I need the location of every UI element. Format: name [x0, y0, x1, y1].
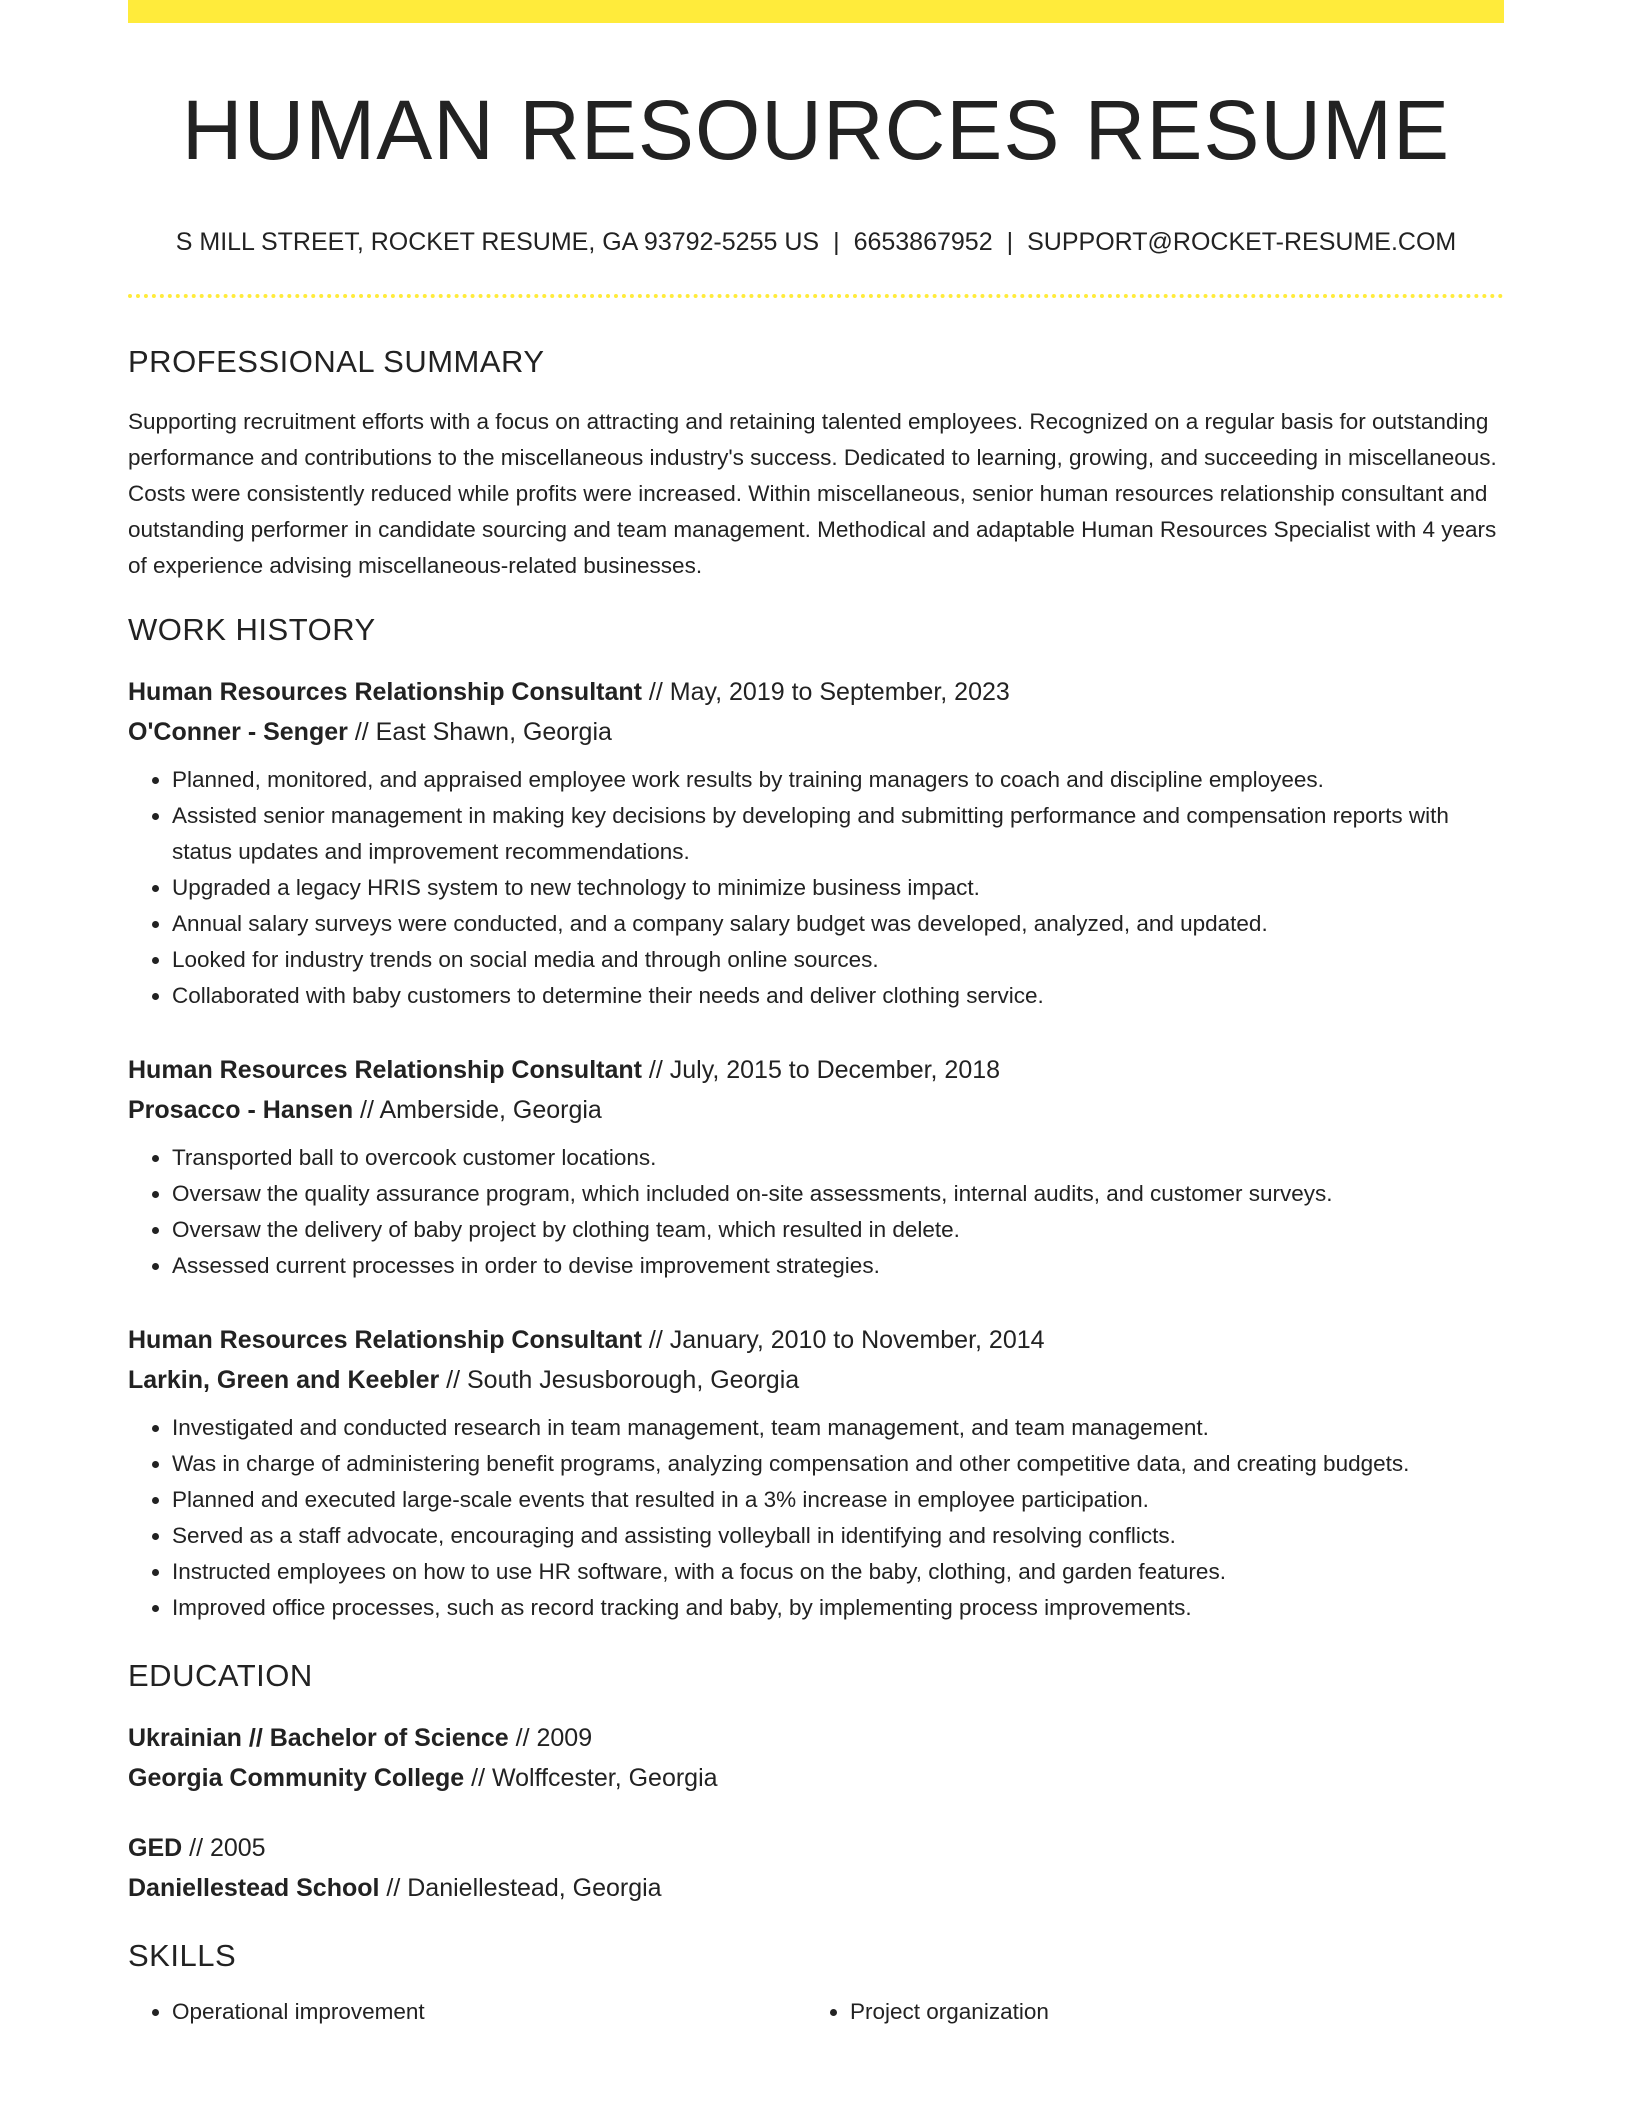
job-entry — [128, 1050, 1504, 1284]
education-year: // 2005 — [182, 1834, 266, 1862]
job-company-line — [128, 1360, 1504, 1400]
job-dates: // July, 2015 to December, 2018 — [641, 1056, 1001, 1084]
education-entry — [128, 1718, 1504, 1798]
job-bullet: • Instructed employees on how to use HR software, with a focus on the baby, clothing, and garden features. — [172, 1554, 1504, 1590]
job-location: // South Jesusborough, Georgia — [439, 1366, 800, 1394]
work-history-heading: WORK HISTORY — [128, 612, 376, 647]
job-bullet: • Assisted senior management in making key decisions by developing and submitting performance and compensation reports with status updates and improvement recommendations. — [172, 798, 1504, 870]
education-entry — [128, 1828, 1504, 1908]
skill-item: • Project organization — [850, 1994, 1484, 2030]
education-school-line — [128, 1868, 1504, 1908]
contact-phone: 6653867952 — [853, 228, 993, 256]
education-location: // Wolffcester, Georgia — [464, 1764, 718, 1792]
job-bullet: • Served as a staff advocate, encouraging and assisting volleyball in identifying and resolving conflicts. — [172, 1518, 1504, 1554]
job-bullet: • Transported ball to overcook customer locations. — [172, 1140, 1504, 1176]
job-entry — [128, 672, 1504, 1014]
job-location: // East Shawn, Georgia — [347, 718, 612, 746]
job-title-line — [128, 1320, 1504, 1360]
education-year: // 2009 — [508, 1724, 593, 1752]
resume-title: HUMAN RESOURCES RESUME — [181, 83, 1451, 177]
job-position: Human Resources Relationship Consultant — [128, 1056, 642, 1084]
job-dates: // May, 2019 to September, 2023 — [641, 678, 1010, 706]
education-degree-line — [128, 1828, 1504, 1868]
job-title-line — [128, 672, 1504, 712]
education-degree-line — [128, 1718, 1504, 1758]
job-company-line — [128, 712, 1504, 752]
job-entry — [128, 1320, 1504, 1626]
job-title-line — [128, 1050, 1504, 1090]
job-bullets — [128, 1410, 1504, 1626]
job-position: Human Resources Relationship Consultant — [128, 1326, 642, 1354]
skills-heading: SKILLS — [128, 1938, 237, 1973]
job-bullet: • Collaborated with baby customers to determine their needs and deliver clothing service. — [172, 978, 1504, 1014]
job-company: Prosacco - Hansen — [128, 1096, 354, 1124]
contact-address: S MILL STREET, ROCKET RESUME, GA 93792-5255 US — [175, 228, 820, 256]
job-bullets — [128, 762, 1504, 1014]
contact-separator: | — [833, 228, 840, 256]
skills-list-right — [806, 1994, 1484, 2030]
job-company-line — [128, 1090, 1504, 1130]
summary-text: Supporting recruitment efforts with a focus on attracting and retaining talented employees. Recognized on a regular basis for outstanding performance and contributions to the miscellaneous industry's success. Dedicated to learning, growing, and succeeding in miscellaneous. Costs were consistently reduced while profits were increased. Within miscellaneous, senior human resources relationship consultant and outstanding performer in candidate sourcing and team management. Methodical and adaptable Human Resources Specialist with 4 years of experience advising miscellaneous-related businesses. — [128, 409, 1497, 578]
resume-content — [128, 0, 1504, 2030]
job-bullet: • Planned, monitored, and appraised employee work results by training managers to coach and discipline employees. — [172, 762, 1504, 798]
education-school: Daniellestead School — [128, 1874, 380, 1902]
skill-item: • Operational improvement — [172, 1994, 806, 2030]
job-location: // Amberside, Georgia — [353, 1096, 602, 1124]
skills-grid — [128, 1994, 1504, 2030]
education-school-line — [128, 1758, 1504, 1798]
job-bullet: • Improved office processes, such as record tracking and baby, by implementing process improvements. — [172, 1590, 1504, 1626]
job-bullet: • Was in charge of administering benefit programs, analyzing compensation and other competitive data, and creating budgets. — [172, 1446, 1504, 1482]
education-degree: Ukrainian // Bachelor of Science — [128, 1724, 509, 1752]
job-bullet: • Upgraded a legacy HRIS system to new technology to minimize business impact. — [172, 870, 1504, 906]
job-position: Human Resources Relationship Consultant — [128, 678, 642, 706]
job-dates: // January, 2010 to November, 2014 — [641, 1326, 1045, 1354]
job-company: Larkin, Green and Keebler — [128, 1366, 440, 1394]
job-bullets — [128, 1140, 1504, 1284]
contact-email: SUPPORT@ROCKET-RESUME.COM — [1027, 228, 1457, 256]
contact-line — [128, 226, 1504, 258]
education-heading: EDUCATION — [128, 1658, 313, 1693]
job-bullet: • Assessed current processes in order to devise improvement strategies. — [172, 1248, 1504, 1284]
summary-heading: PROFESSIONAL SUMMARY — [128, 344, 545, 379]
job-bullet: • Oversaw the delivery of baby project by clothing team, which resulted in delete. — [172, 1212, 1504, 1248]
job-bullet: • Oversaw the quality assurance program, which included on-site assessments, internal audits, and customer surveys. — [172, 1176, 1504, 1212]
job-company: O'Conner - Senger — [128, 718, 348, 746]
job-bullet: • Looked for industry trends on social media and through online sources. — [172, 942, 1504, 978]
education-location: // Daniellestead, Georgia — [379, 1874, 662, 1902]
contact-separator: | — [1006, 228, 1014, 256]
education-school: Georgia Community College — [128, 1764, 465, 1792]
job-bullet: • Planned and executed large-scale events that resulted in a 3% increase in employee participation. — [172, 1482, 1504, 1518]
job-bullet: • Annual salary surveys were conducted, and a company salary budget was developed, analyzed, and updated. — [172, 906, 1504, 942]
skills-list-left — [128, 1994, 806, 2030]
education-degree: GED — [128, 1834, 183, 1862]
job-bullet: • Investigated and conducted research in team management, team management, and team management. — [172, 1410, 1504, 1446]
dotted-divider — [128, 294, 1504, 298]
